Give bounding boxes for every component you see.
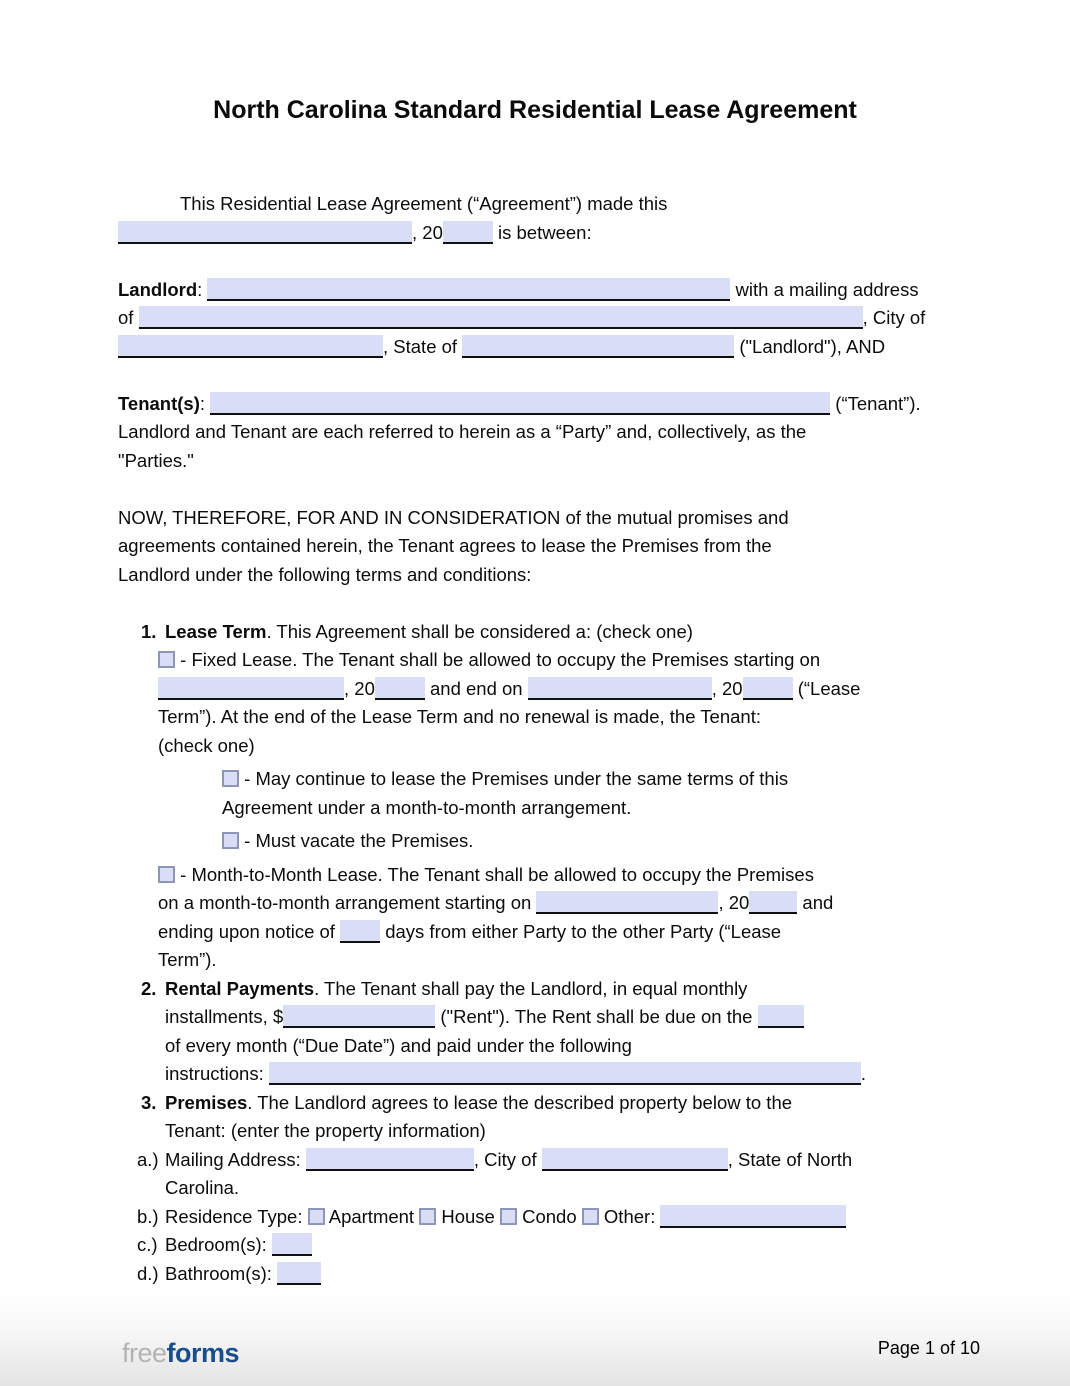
rent-due-day-field[interactable]	[758, 1005, 804, 1028]
text-run: Carolina.	[165, 1177, 240, 1198]
text-run: ("Landlord"), AND	[734, 335, 886, 357]
list-marker: a.)	[137, 1148, 159, 1170]
text-run: , 20	[711, 677, 743, 699]
text-run: , City of	[862, 307, 926, 328]
text-run: (check one)	[158, 734, 255, 756]
text-run: installments, $	[165, 1006, 284, 1027]
must-vacate-checkbox[interactable]	[222, 832, 239, 849]
text-run: . This Agreement shall be considered a: (check one)	[266, 620, 693, 642]
text-run: . The Tenant shall pay the Landlord, in equal monthly	[314, 977, 748, 999]
text-run: - Fixed Lease. The Tenant shall be allowed to occupy the Premises starting on	[175, 649, 821, 670]
text-run: Landlord under the following terms and conditions:	[118, 563, 532, 585]
may-continue-checkbox[interactable]	[222, 770, 239, 787]
text-run: with a mailing address	[730, 278, 919, 300]
agreement-day-field[interactable]	[118, 221, 412, 244]
text-run: .	[860, 1063, 866, 1084]
text-run: Bedroom(s):	[165, 1234, 272, 1255]
text-run: Other:	[598, 1205, 661, 1227]
bedrooms-item	[118, 1231, 948, 1260]
text-run: . The Landlord agrees to lease the described property below to the	[247, 1091, 793, 1113]
list-marker: 1.	[141, 620, 157, 642]
bold-text: Rental Payments	[165, 977, 315, 999]
fixed-end-date-field[interactable]	[528, 677, 712, 700]
text-run: Condo	[516, 1205, 582, 1227]
premises-address-field[interactable]	[306, 1148, 474, 1171]
text-run: Bathroom(s):	[165, 1262, 278, 1284]
other-checkbox[interactable]	[582, 1208, 599, 1225]
text-run: agreements contained herein, the Tenant agrees to lease the Premises from the	[118, 535, 772, 556]
may-continue-option	[118, 765, 948, 822]
text-run: , 20	[344, 677, 375, 699]
document-body	[0, 125, 1070, 1288]
text-run: Mailing Address:	[165, 1148, 306, 1170]
m2m-start-year-field[interactable]	[749, 891, 797, 914]
text-run: - Month-to-Month Lease. The Tenant shall be allowed to occupy the Premises	[175, 863, 814, 885]
text-run: :	[199, 392, 211, 414]
m2m-start-date-field[interactable]	[536, 891, 718, 914]
other-residence-field[interactable]	[660, 1205, 846, 1228]
landlord-name-field[interactable]	[207, 278, 730, 301]
text-run: ending upon notice of	[158, 920, 341, 942]
logo-text-free: free	[122, 1338, 167, 1368]
text-run: on a month-to-month arrangement starting on	[158, 892, 537, 913]
document-title: North Carolina Standard Residential Lease Agreement	[213, 96, 857, 124]
text-run: Apartment	[324, 1205, 420, 1227]
text-run: of	[118, 307, 139, 328]
landlord-street-field[interactable]	[139, 306, 863, 329]
freeforms-logo[interactable]	[122, 1340, 239, 1367]
landlord-state-field[interactable]	[462, 335, 734, 358]
rent-amount-field[interactable]	[283, 1005, 435, 1028]
bold-text: Lease Term	[165, 620, 267, 642]
consideration-paragraph	[118, 504, 948, 590]
text-run: , 20	[412, 221, 443, 243]
text-run: Agreement under a month-to-month arrangement.	[222, 796, 632, 818]
fixed-lease-option	[118, 646, 948, 760]
text-run: This Residential Lease Agreement (“Agreement”) made this	[180, 193, 668, 214]
text-run: :	[197, 278, 208, 300]
logo-text-forms: forms	[166, 1338, 240, 1368]
text-run: instructions:	[165, 1063, 269, 1084]
text-run: (“Tenant”).	[830, 392, 921, 414]
agreement-year-field[interactable]	[443, 221, 493, 244]
fixed-start-date-field[interactable]	[158, 677, 344, 700]
bathrooms-item	[118, 1260, 948, 1289]
bold-text: Premises	[165, 1091, 248, 1113]
text-run: - May continue to lease the Premises under the same terms of this	[239, 768, 789, 789]
landlord-city-field[interactable]	[118, 335, 383, 358]
fixed-start-year-field[interactable]	[375, 677, 425, 700]
month-to-month-checkbox[interactable]	[158, 866, 175, 883]
tenant-names-field[interactable]	[210, 392, 830, 415]
text-run: , 20	[718, 892, 750, 913]
apartment-checkbox[interactable]	[308, 1208, 325, 1225]
bedrooms-field[interactable]	[272, 1233, 312, 1256]
must-vacate-option	[118, 827, 948, 856]
bold-text: Landlord	[118, 278, 198, 300]
house-checkbox[interactable]	[419, 1208, 436, 1225]
text-run: Term”).	[158, 949, 217, 970]
condo-checkbox[interactable]	[500, 1208, 517, 1225]
m2m-notice-days-field[interactable]	[340, 920, 380, 943]
text-run: Term”). At the end of the Lease Term and no renewal is made, the Tenant:	[158, 706, 761, 727]
premises-city-field[interactable]	[542, 1148, 728, 1171]
page-footer	[0, 1294, 1070, 1386]
text-run: days from either Party to the other Party (“Lease	[380, 920, 782, 942]
text-run: and end on	[424, 677, 528, 699]
payment-instructions-field[interactable]	[269, 1062, 861, 1085]
text-run: Landlord and Tenant are each referred to herein as a “Party” and, collectively, as the	[118, 421, 807, 442]
intro-paragraph	[118, 190, 948, 247]
bold-text: Tenant(s)	[118, 392, 200, 414]
section-lease-term	[118, 618, 948, 647]
text-run: of every month (“Due Date”) and paid under the following	[165, 1034, 632, 1056]
list-marker: 3.	[141, 1091, 157, 1113]
bathrooms-field[interactable]	[277, 1262, 321, 1285]
text-run: is between:	[492, 221, 592, 243]
text-run: , State of North	[727, 1148, 853, 1170]
text-run: and	[797, 892, 834, 913]
list-marker: c.)	[137, 1234, 158, 1255]
page-number: Page 1 of 10	[877, 1338, 980, 1358]
month-to-month-option	[118, 861, 948, 975]
text-run: , City of	[473, 1148, 542, 1170]
tenant-paragraph	[118, 390, 948, 476]
section-premises	[118, 1089, 948, 1146]
section-rental-payments	[118, 975, 948, 1089]
landlord-paragraph	[118, 276, 948, 362]
fixed-lease-checkbox[interactable]	[158, 651, 175, 668]
list-marker: 2.	[141, 977, 157, 999]
list-marker: d.)	[137, 1262, 159, 1284]
residence-type-item	[118, 1203, 948, 1232]
text-run: House	[436, 1205, 500, 1227]
fixed-end-year-field[interactable]	[743, 677, 793, 700]
premises-address-item	[118, 1146, 948, 1203]
text-run: - Must vacate the Premises.	[239, 830, 474, 851]
text-run: "Parties."	[118, 449, 194, 471]
text-run: Tenant: (enter the property information)	[165, 1120, 486, 1141]
text-run: , State of	[383, 335, 463, 357]
list-marker: b.)	[137, 1205, 159, 1227]
text-run: ("Rent"). The Rent shall be due on the	[435, 1006, 758, 1027]
text-run: NOW, THEREFORE, FOR AND IN CONSIDERATION of the mutual promises and	[118, 506, 789, 528]
text-run: Residence Type:	[165, 1205, 308, 1227]
text-run: (“Lease	[792, 677, 861, 699]
